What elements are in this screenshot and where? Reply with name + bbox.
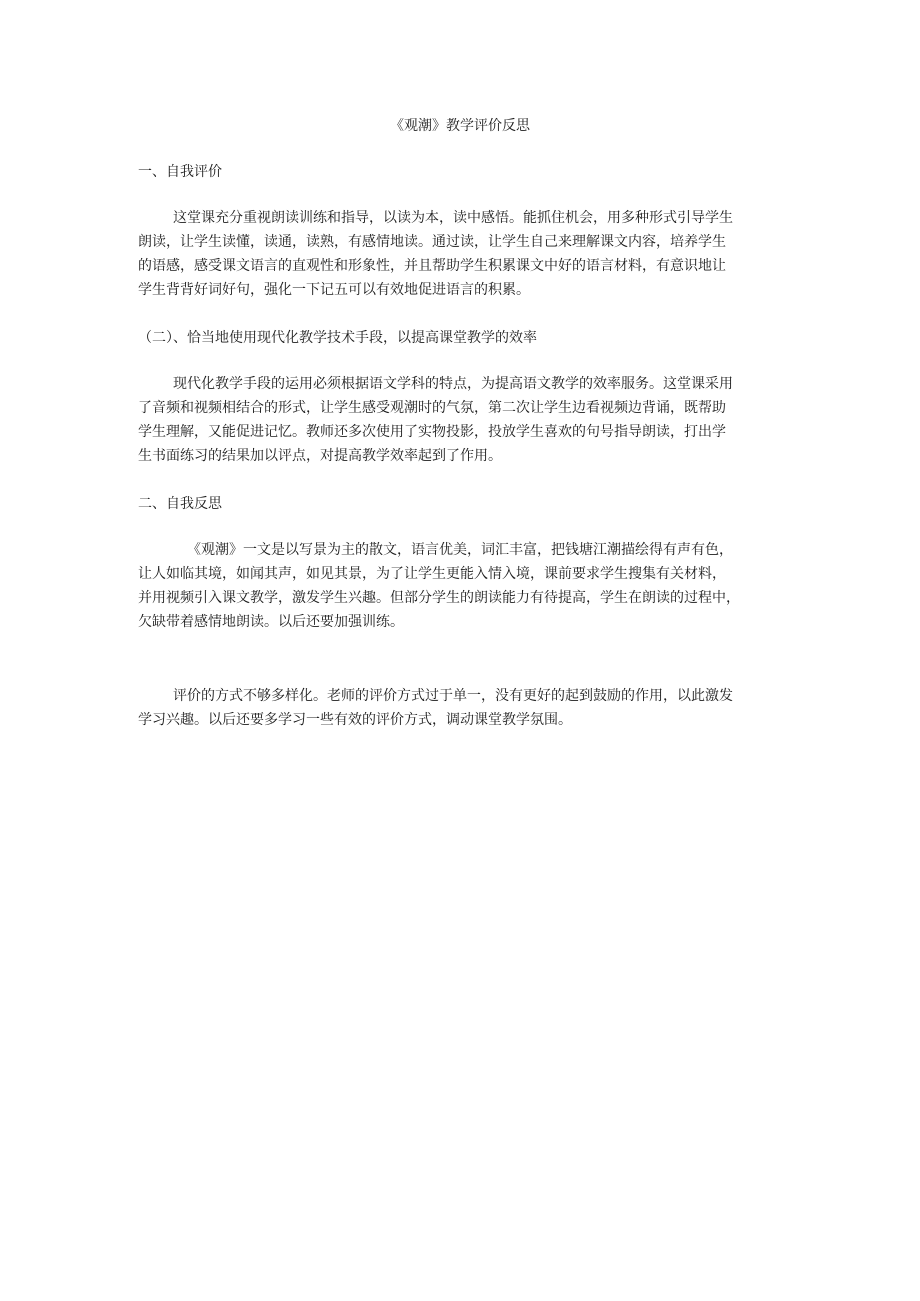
paragraph-line: 《观潮》一文是以写景为主的散文，语言优美，词汇丰富，把钱塘江潮描绘得有声有色， [187, 542, 733, 558]
paragraph-self-evaluation [138, 206, 782, 302]
paragraph-self-reflection [138, 538, 782, 634]
section-heading-modern-teaching: （二）、恰当地使用现代化教学技术手段，以提高课堂教学的效率 [138, 330, 537, 346]
paragraph-line: 让人如临其境，如闻其声，如见其景，为了让学生更能入情入境，课前要求学生搜集有关材料， [138, 566, 726, 582]
document-title: 《观潮》教学评价反思 [390, 118, 530, 134]
paragraph-evaluation-methods [138, 684, 782, 732]
paragraph-line: 朗读，让学生读懂，读通，读熟，有感情地读。通过读，让学生自己来理解课文内容，培养学生 [138, 234, 726, 250]
paragraph-modern-teaching [138, 372, 782, 468]
paragraph-line: 并用视频引入课文教学，激发学生兴趣。但部分学生的朗读能力有待提高，学生在朗读的过程中， [138, 590, 740, 606]
paragraph-line: 学生背背好词好句，强化一下记五可以有效地促进语言的积累。 [138, 282, 530, 298]
paragraph-line: 学习兴趣。以后还要多学习一些有效的评价方式，调动课堂教学氛围。 [138, 712, 572, 728]
paragraph-line: 评价的方式不够多样化。老师的评价方式过于单一，没有更好的起到鼓励的作用，以此激发 [173, 688, 733, 704]
paragraph-line: 欠缺带着感情地朗读。以后还要加强训练。 [138, 614, 404, 630]
section-heading-self-reflection: 二、自我反思 [138, 496, 222, 512]
paragraph-line: 了音频和视频相结合的形式，让学生感受观潮时的气氛，第二次让学生边看视频边背诵，既帮助 [138, 400, 726, 416]
paragraph-line: 现代化教学手段的运用必须根据语文学科的特点，为提高语文教学的效率服务。这堂课采用 [173, 376, 733, 392]
paragraph-line: 学生理解，又能促进记忆。教师还多次使用了实物投影，投放学生喜欢的句号指导朗读，打出学 [138, 424, 726, 440]
paragraph-line: 生书面练习的结果加以评点，对提高教学效率起到了作用。 [138, 448, 502, 464]
paragraph-line: 这堂课充分重视朗读训练和指导，以读为本，读中感悟。能抓住机会，用多种形式引导学生 [173, 210, 733, 226]
section-heading-self-evaluation: 一、自我评价 [138, 164, 222, 180]
paragraph-line: 的语感，感受课文语言的直观性和形象性，并且帮助学生积累课文中好的语言材料，有意识地让 [138, 258, 726, 274]
